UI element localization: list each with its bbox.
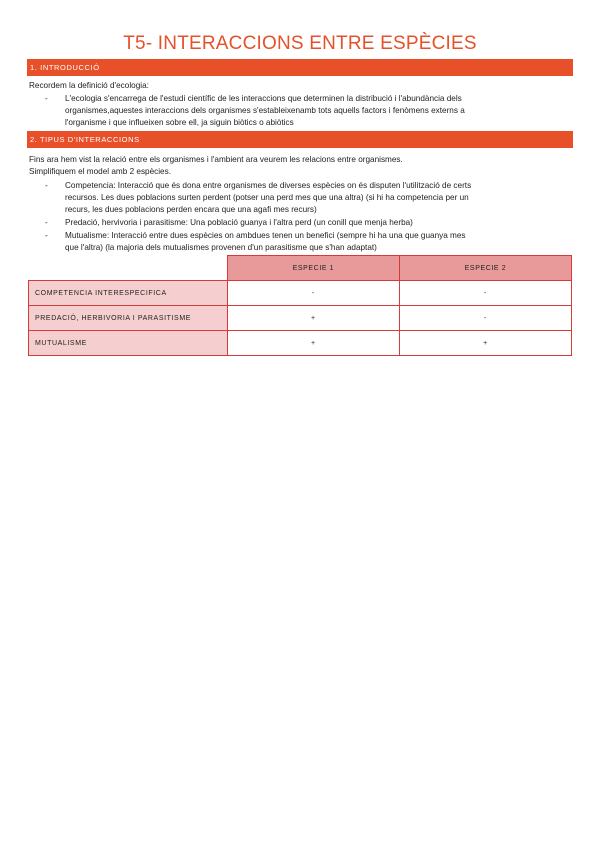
bullet-line: Predació, hervivoria i parasitisme: Una població guanya i l'altra perd (un conill que menja herba) [65, 218, 413, 227]
cell-especie-1: - [227, 281, 399, 306]
section2-intro-1: Fins ara hem vist la relació entre els organismes i l'ambient ara veurem les relacions entre organismes. [29, 155, 403, 164]
row-label: COMPETENCIA INTERESPECIFICA [29, 281, 228, 306]
section2-intro-2: Simplifiquem el model amb 2 espècies. [29, 167, 171, 176]
bullet-dash: - [45, 94, 48, 103]
bullet-line: l'organisme i que influeixen sobre ell, ja siguin biòtics o abiòtics [65, 118, 294, 127]
cell-especie-2: - [399, 306, 571, 331]
row-label: PREDACIÓ, HERBIVORIA I PARASITISME [29, 306, 228, 331]
bullet-line: L'ecologia s'encarrega de l'estudi científic de les interaccions que determinen la distribució i l'abundància dels [65, 94, 462, 103]
interactions-table [28, 255, 572, 356]
bullet-line: recurs, les dues poblacions perden encara que una agafi mes recurs) [65, 205, 317, 214]
table-row [29, 306, 572, 331]
table-header-especie-1: ESPECIE 1 [227, 256, 399, 281]
table-row [29, 331, 572, 356]
bullet-line: Competencia: Interacció que és dona entre organismes de diverses espècies on és disputen l'utilització de certs [65, 181, 472, 190]
intro-text: Recordem la definició d'ecologia: [29, 81, 149, 90]
bullet-line: Mutualisme: Interacció entre dues espècies on ambdues tenen un benefici (sempre hi ha una que guanya mes [65, 231, 466, 240]
cell-especie-2: - [399, 281, 571, 306]
cell-especie-2: + [399, 331, 571, 356]
section-heading-tipus: 2. TIPUS D'INTERACCIONS [27, 131, 573, 148]
table-row [29, 281, 572, 306]
bullet-line: recursos. Les dues poblacions surten perdent (potser una perd mes que una altra) (si hi ha competencia per un [65, 193, 469, 202]
cell-especie-1: + [227, 306, 399, 331]
cell-especie-1: + [227, 331, 399, 356]
bullet-dash: - [45, 181, 48, 190]
bullet-line: organismes,aquestes interaccions dels organismes s'estableixenamb tots aquells factors i fenòmens externs a [65, 106, 465, 115]
table-header-especie-2: ESPECIE 2 [399, 256, 571, 281]
table-corner [29, 256, 228, 281]
bullet-line: que l'altra) (la majoria dels mutualismes provenen d'un parasitisme que s'han adaptat) [65, 243, 377, 252]
page-title: T5- INTERACCIONS ENTRE ESPÈCIES [123, 33, 477, 54]
section-heading-introduccio: 1. INTRODUCCIÓ [27, 59, 573, 76]
bullet-dash: - [45, 231, 48, 240]
row-label: MUTUALISME [29, 331, 228, 356]
bullet-dash: - [45, 218, 48, 227]
